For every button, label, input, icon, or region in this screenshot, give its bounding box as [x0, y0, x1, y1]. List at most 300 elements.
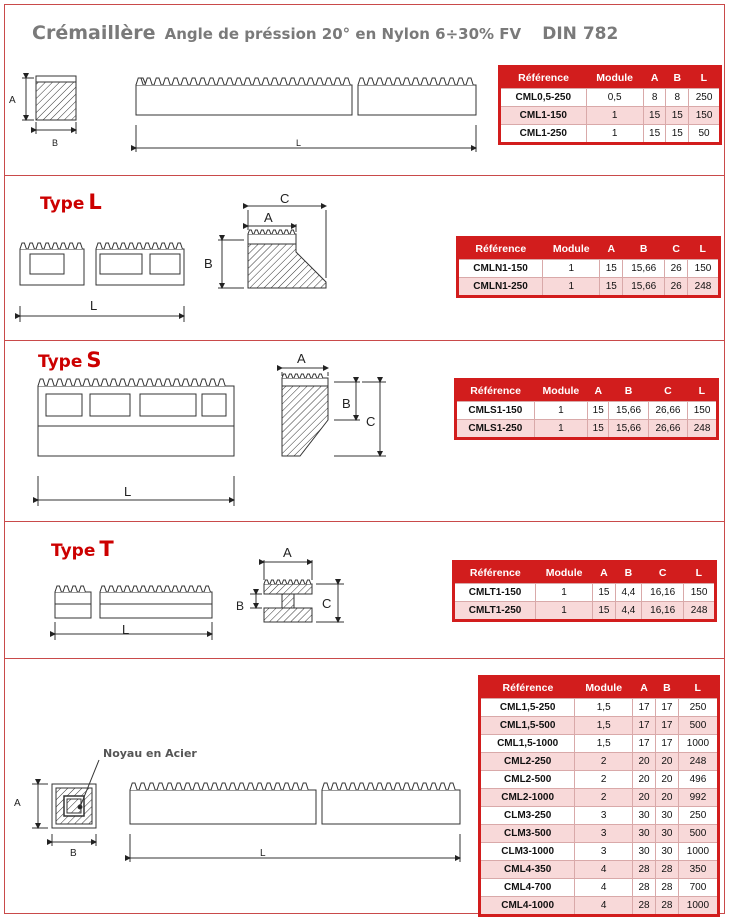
rack-tooth	[136, 243, 142, 249]
cell-value: 3	[575, 807, 633, 825]
rack-tooth	[278, 230, 283, 234]
cell-value: 1,5	[575, 699, 633, 717]
rack-tooth	[112, 243, 118, 249]
rack-tooth	[65, 379, 72, 386]
cell-reference: CMLN1-150	[458, 260, 543, 278]
cell-value: 8	[666, 89, 689, 107]
rack-tooth	[128, 379, 135, 386]
rack-tooth	[160, 243, 166, 249]
rack-tooth	[60, 243, 66, 249]
rack-tooth	[318, 374, 323, 378]
cell-value: 700	[678, 879, 718, 897]
dim-b: B	[236, 599, 245, 613]
dim-l: L	[122, 622, 130, 637]
cell-value: 20	[655, 771, 678, 789]
cell-value: 8	[643, 89, 666, 107]
cell-value: 1	[586, 107, 643, 125]
table-type-s	[454, 378, 719, 440]
rack-tooth	[68, 243, 74, 249]
cell-value: 15,66	[623, 278, 665, 297]
rack-tooth	[282, 580, 287, 584]
noyau-label: Noyau en Acier	[103, 747, 197, 760]
rack-tooth	[290, 230, 295, 234]
rack-tooth	[180, 586, 186, 592]
cell-value: 250	[678, 699, 718, 717]
cell-reference: CLM3-500	[480, 825, 575, 843]
table-header: Référence Module A B C L	[454, 562, 716, 584]
dim-b: B	[52, 138, 59, 148]
cell-reference: CML0,5-250	[500, 89, 587, 107]
cell-value: 150	[688, 402, 718, 420]
cell-value: 15	[593, 602, 616, 621]
rack-tooth	[307, 78, 314, 85]
rack-tooth	[421, 78, 428, 85]
rack-tooth	[155, 379, 162, 386]
rack-tooth	[220, 783, 227, 790]
rack-tooth	[247, 783, 254, 790]
rack-tooth	[71, 586, 77, 592]
dim-l: L	[124, 484, 132, 499]
table-row	[480, 753, 719, 771]
rack-tooth	[254, 230, 259, 234]
table-header: Référence Module A B L	[480, 677, 719, 699]
rack-tooth	[412, 783, 419, 790]
rack-tooth	[76, 243, 82, 249]
rack-tooth	[63, 586, 69, 592]
rack-tooth	[300, 374, 305, 378]
cell-reference: CMLT1-250	[454, 602, 536, 621]
rack-tooth	[300, 580, 305, 584]
rack-tooth	[331, 783, 338, 790]
cell-value: 26,66	[648, 420, 687, 439]
cell-value: 15	[643, 125, 666, 144]
s3-rack-side	[38, 386, 234, 506]
title-sub: Angle de préssion 20° en Nylon 6÷30% FV	[164, 25, 522, 43]
cell-value: 28	[633, 861, 656, 879]
cell-reference: CML4-350	[480, 861, 575, 879]
rack-tooth	[47, 379, 54, 386]
rack-tooth	[218, 379, 225, 386]
cell-value: 28	[655, 861, 678, 879]
dim-b: B	[204, 256, 213, 271]
rack-tooth	[137, 379, 144, 386]
cell-value: 500	[678, 825, 718, 843]
rack-tooth	[288, 580, 293, 584]
cell-value: 248	[688, 278, 720, 297]
s4-cross-section	[250, 560, 344, 622]
table-row	[458, 278, 720, 297]
rack-tooth	[284, 230, 289, 234]
cell-reference: CML1-250	[500, 125, 587, 144]
cell-reference: CMLS1-150	[456, 402, 535, 420]
rack-tooth	[209, 379, 216, 386]
table-row	[480, 771, 719, 789]
rack-tooth	[403, 783, 410, 790]
rack-tooth	[128, 243, 134, 249]
rack-tooth	[28, 243, 34, 249]
rack-tooth	[289, 78, 296, 85]
cell-value: 248	[688, 420, 718, 439]
table-row	[456, 420, 718, 439]
cell-value: 15	[643, 107, 666, 125]
rack-tooth	[358, 783, 365, 790]
rack-tooth	[264, 580, 269, 584]
rack-tooth	[294, 580, 299, 584]
cell-reference: CML1,5-250	[480, 699, 575, 717]
cell-value: 26,66	[648, 402, 687, 420]
rack-tooth	[430, 783, 437, 790]
cell-reference: CLM3-1000	[480, 843, 575, 861]
rack-tooth	[168, 243, 174, 249]
rack-tooth	[56, 379, 63, 386]
rack-tooth	[385, 783, 392, 790]
table-steel-core	[478, 675, 720, 917]
rack-tooth	[188, 586, 194, 592]
cell-value: 17	[633, 717, 656, 735]
rack-tooth	[244, 78, 251, 85]
rack-tooth	[120, 243, 126, 249]
cell-value: 1	[536, 602, 593, 621]
rack-tooth	[196, 586, 202, 592]
table-row	[480, 879, 719, 897]
cell-value: 1	[543, 260, 600, 278]
rack-tooth	[316, 78, 323, 85]
cell-value: 28	[655, 897, 678, 916]
rack-tooth	[421, 783, 428, 790]
type-s-heading: Type S	[38, 348, 102, 372]
rack-tooth	[272, 230, 277, 234]
rack-tooth	[36, 243, 42, 249]
rack-tooth	[74, 379, 81, 386]
cell-value: 16,16	[642, 602, 684, 621]
rack-tooth	[140, 586, 146, 592]
table-row	[480, 789, 719, 807]
rack-tooth	[294, 374, 299, 378]
rack-tooth	[248, 230, 253, 234]
table-row	[480, 735, 719, 753]
rack-tooth	[403, 78, 410, 85]
rack-tooth	[52, 243, 58, 249]
rack-tooth	[92, 379, 99, 386]
cell-value: 248	[684, 602, 716, 621]
cell-value: 20	[633, 753, 656, 771]
rack-tooth	[349, 783, 356, 790]
cell-value: 3	[575, 843, 633, 861]
cell-value: 250	[678, 807, 718, 825]
cell-value: 1000	[678, 843, 718, 861]
table-header: Référence Module A B C L	[458, 238, 720, 260]
rack-tooth	[282, 374, 287, 378]
rack-tooth	[466, 78, 473, 85]
cell-value: 15	[666, 125, 689, 144]
table-type-t	[452, 560, 717, 622]
cell-value: 1,5	[575, 735, 633, 753]
dim-l: L	[260, 848, 266, 859]
rack-tooth	[312, 374, 317, 378]
cell-value: 4	[575, 897, 633, 916]
rack-tooth	[334, 78, 341, 85]
dim-l: L	[296, 138, 302, 148]
dim-b: B	[342, 396, 351, 411]
cell-value: 20	[655, 753, 678, 771]
rack-tooth	[266, 230, 271, 234]
rack-tooth	[202, 783, 209, 790]
rack-tooth	[154, 78, 161, 85]
cell-value: 15,66	[609, 420, 648, 439]
cell-value: 15	[588, 402, 609, 420]
table-row	[480, 699, 719, 717]
cell-value: 4,4	[615, 602, 641, 621]
rack-tooth	[181, 78, 188, 85]
rack-tooth	[204, 586, 210, 592]
cell-reference: CMLS1-250	[456, 420, 535, 439]
cell-value: 30	[633, 825, 656, 843]
rack-tooth	[298, 78, 305, 85]
cell-value: 15,66	[623, 260, 665, 278]
rack-tooth	[130, 783, 137, 790]
table-row	[458, 260, 720, 278]
rack-tooth	[343, 78, 350, 85]
cell-value: 17	[655, 735, 678, 753]
table-row	[480, 897, 719, 916]
cell-value: 16,16	[642, 584, 684, 602]
rack-tooth	[55, 586, 61, 592]
rack-tooth	[376, 783, 383, 790]
rack-tooth	[44, 243, 50, 249]
rack-tooth	[276, 580, 281, 584]
dim-b: B	[70, 848, 77, 859]
table-row	[480, 861, 719, 879]
cell-value: 1	[534, 402, 588, 420]
cell-value: 1	[586, 125, 643, 144]
cell-value: 248	[678, 753, 718, 771]
cell-value: 150	[684, 584, 716, 602]
rack-tooth	[253, 78, 260, 85]
cell-reference: CLM3-250	[480, 807, 575, 825]
rack-tooth	[430, 78, 437, 85]
cell-value: 26	[665, 278, 688, 297]
dim-a: A	[297, 351, 306, 366]
dim-a: A	[283, 545, 292, 560]
rack-tooth	[176, 243, 182, 249]
cell-value: 1	[534, 420, 588, 439]
cell-reference: CML1,5-1000	[480, 735, 575, 753]
s2-rack-side	[20, 249, 184, 322]
rack-tooth	[448, 783, 455, 790]
dim-a: A	[9, 95, 16, 106]
cell-value: 350	[678, 861, 718, 879]
rack-tooth	[367, 783, 374, 790]
rack-tooth	[235, 78, 242, 85]
cell-value: 4	[575, 879, 633, 897]
cell-reference: CML2-500	[480, 771, 575, 789]
table-row	[500, 89, 721, 107]
rack-tooth	[271, 78, 278, 85]
table-standard	[498, 65, 722, 145]
rack-tooth	[83, 379, 90, 386]
dim-l: L	[90, 298, 98, 313]
cell-value: 30	[633, 843, 656, 861]
rack-tooth	[38, 379, 45, 386]
cell-reference: CML2-250	[480, 753, 575, 771]
table-row	[480, 717, 719, 735]
cell-value: 150	[688, 260, 720, 278]
rack-tooth	[199, 78, 206, 85]
rack-tooth	[385, 78, 392, 85]
cell-value: 17	[633, 699, 656, 717]
dim-a: A	[14, 798, 21, 809]
dim-c: C	[322, 596, 332, 611]
rack-teeth	[20, 78, 473, 790]
rack-tooth	[306, 374, 311, 378]
cell-value: 15	[666, 107, 689, 125]
cell-value: 17	[655, 699, 678, 717]
rack-tooth	[208, 78, 215, 85]
table-row	[480, 843, 719, 861]
s1-cross-section	[22, 76, 76, 134]
rack-tooth	[148, 586, 154, 592]
dimension-labels	[9, 95, 375, 859]
rack-tooth	[144, 243, 150, 249]
cell-value: 15	[588, 420, 609, 439]
table-row	[500, 125, 721, 144]
rack-tooth	[376, 78, 383, 85]
rack-tooth	[211, 783, 218, 790]
dim-c: C	[366, 414, 376, 429]
table-header: Référence Module A B C L	[456, 380, 718, 402]
rack-tooth	[116, 586, 122, 592]
rack-tooth	[288, 374, 293, 378]
type-l-heading: Type L	[40, 190, 102, 214]
cell-reference: CML1-150	[500, 107, 587, 125]
dim-c: C	[280, 191, 290, 206]
rack-tooth	[132, 586, 138, 592]
cell-value: 15	[600, 260, 623, 278]
rack-tooth	[238, 783, 245, 790]
table-row	[500, 107, 721, 125]
cell-value: 150	[689, 107, 721, 125]
cell-value: 15,66	[609, 402, 648, 420]
type-t-heading: Type T	[51, 537, 114, 561]
rack-tooth	[172, 586, 178, 592]
rack-tooth	[124, 586, 130, 592]
cell-value: 17	[633, 735, 656, 753]
rack-tooth	[226, 78, 233, 85]
cell-value: 496	[678, 771, 718, 789]
rack-tooth	[412, 78, 419, 85]
rack-tooth	[101, 379, 108, 386]
rack-tooth	[367, 78, 374, 85]
rack-tooth	[193, 783, 200, 790]
rack-tooth	[146, 379, 153, 386]
s5-rack-side	[130, 790, 460, 862]
rack-tooth	[322, 783, 329, 790]
s4-rack-side	[55, 592, 212, 640]
rack-tooth	[156, 586, 162, 592]
rack-tooth	[110, 379, 117, 386]
s5-cross-section	[32, 760, 99, 846]
cell-reference: CMLT1-150	[454, 584, 536, 602]
rack-tooth	[191, 379, 198, 386]
rack-tooth	[173, 379, 180, 386]
table-header: Référence Module A B L	[500, 67, 721, 89]
s3-cross-section	[282, 368, 386, 456]
rack-tooth	[182, 379, 189, 386]
rack-tooth	[139, 783, 146, 790]
rack-tooth	[104, 243, 110, 249]
rack-tooth	[262, 78, 269, 85]
rack-tooth	[119, 379, 126, 386]
rack-tooth	[301, 783, 308, 790]
table-row	[456, 402, 718, 420]
cell-value: 500	[678, 717, 718, 735]
cell-reference: CML2-1000	[480, 789, 575, 807]
cell-value: 2	[575, 753, 633, 771]
rack-tooth	[306, 580, 311, 584]
title-main: Crémaillère	[32, 22, 156, 44]
cell-reference: CML4-700	[480, 879, 575, 897]
rack-tooth	[457, 78, 464, 85]
cell-value: 1000	[678, 735, 718, 753]
rack-tooth	[100, 586, 106, 592]
rack-tooth	[256, 783, 263, 790]
rack-tooth	[260, 230, 265, 234]
rack-tooth	[448, 78, 455, 85]
rack-tooth	[145, 78, 152, 85]
cell-value: 4	[575, 861, 633, 879]
cell-reference: CML1,5-500	[480, 717, 575, 735]
cell-value: 26	[665, 260, 688, 278]
cell-value: 15	[593, 584, 616, 602]
cell-reference: CML4-1000	[480, 897, 575, 916]
cell-value: 2	[575, 789, 633, 807]
cell-value: 1,5	[575, 717, 633, 735]
title-din: DIN 782	[542, 24, 619, 44]
rack-tooth	[163, 78, 170, 85]
rack-tooth	[96, 243, 102, 249]
rack-tooth	[175, 783, 182, 790]
rack-tooth	[394, 78, 401, 85]
cell-value: 28	[655, 879, 678, 897]
s1-rack-side	[136, 78, 476, 152]
cell-value: 1000	[678, 897, 718, 916]
rack-tooth	[164, 379, 171, 386]
cell-value: 30	[655, 843, 678, 861]
table-type-l	[456, 236, 721, 298]
cell-value: 30	[655, 825, 678, 843]
rack-tooth	[108, 586, 114, 592]
cell-value: 4,4	[615, 584, 641, 602]
rack-tooth	[325, 78, 332, 85]
table-row	[454, 584, 716, 602]
table-row	[480, 825, 719, 843]
rack-tooth	[265, 783, 272, 790]
table-row	[480, 807, 719, 825]
cell-value: 250	[689, 89, 721, 107]
rack-tooth	[358, 78, 365, 85]
rack-tooth	[270, 580, 275, 584]
dim-a: A	[264, 210, 273, 225]
cell-value: 2	[575, 771, 633, 789]
cell-value: 20	[633, 771, 656, 789]
cell-value: 1	[536, 584, 593, 602]
cell-value: 1	[543, 278, 600, 297]
rack-tooth	[172, 78, 179, 85]
rack-tooth	[190, 78, 197, 85]
rack-tooth	[200, 379, 207, 386]
rack-tooth	[292, 783, 299, 790]
cell-value: 28	[633, 897, 656, 916]
